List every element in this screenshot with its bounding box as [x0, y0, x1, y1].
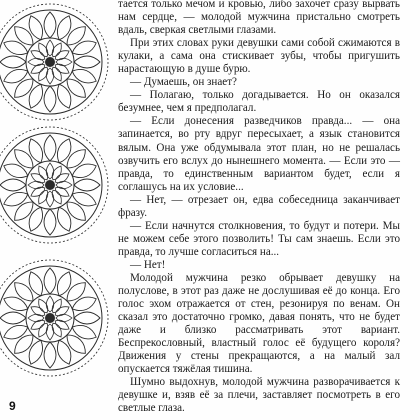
- mandala-ornament-middle: [0, 127, 108, 243]
- paragraph: — Нет, — отрезает он, едва собеседница заканчивает фразу.: [118, 193, 400, 219]
- paragraph: — Думаешь, он знает?: [130, 76, 237, 89]
- paragraph: При этих словах руки девушки сами собой сжимаются в кулаки, а сама она стискивает зубы, чтобы пригушить нарастающую в душе бурю.: [118, 37, 400, 76]
- text-column: [118, 0, 400, 416]
- paragraph: — Нет!: [130, 258, 166, 271]
- paragraph: — Полагаю, только догадывается. Но он оказался безумнее, чем я предполагал.: [118, 89, 400, 115]
- page-number: 9: [9, 399, 16, 413]
- paragraph: Молодой мужчина резко обрывает девушку на полуслове, в этот раз даже не дослушивая её до конца. Его голос эхом отражается от стен, резонируя по венам. Он сказал это достаточно громко, давая понять, что не будет даже и близко рассматривать этот вариант. Беспрекословный, властный голос её будущего короля? Движения у стены прекращаются, а на малый зал опускается тяжёлая тишина.: [118, 271, 400, 376]
- paragraph: — Если начнутся столкновения, то будут и потери. Мы не можем себе этого позволить! Ты сам знаешь. Если это правда, то лучше согласиться на...: [118, 219, 400, 258]
- paragraph: — Если донесения разведчиков правда... — она запинается, во рту вдруг пересыхает, а язык становится вялым. Она уже обдумывала этот план, но не решалась озвучить его вслух до нынешнего момента. — Если это — правда, то единственным вариантом будет, если я соглашусь на их условие...: [118, 115, 400, 193]
- mandala-ornament-strip: [0, 0, 110, 420]
- paragraph: Шумно выдохнув, молодой мужчина разворачивается к девушке и, взяв её за плечи, заставляет посмотреть в его светлые глаза.: [118, 376, 400, 415]
- paragraph: тается только мечом и кровью, либо захочет сразу вырвать нам сердце, — молодой мужчина пристально смотреть вдаль, сверкая светлыми глазами.: [118, 0, 400, 37]
- mandala-ornament-bottom: [0, 260, 108, 376]
- mandala-ornament-top: [0, 4, 108, 120]
